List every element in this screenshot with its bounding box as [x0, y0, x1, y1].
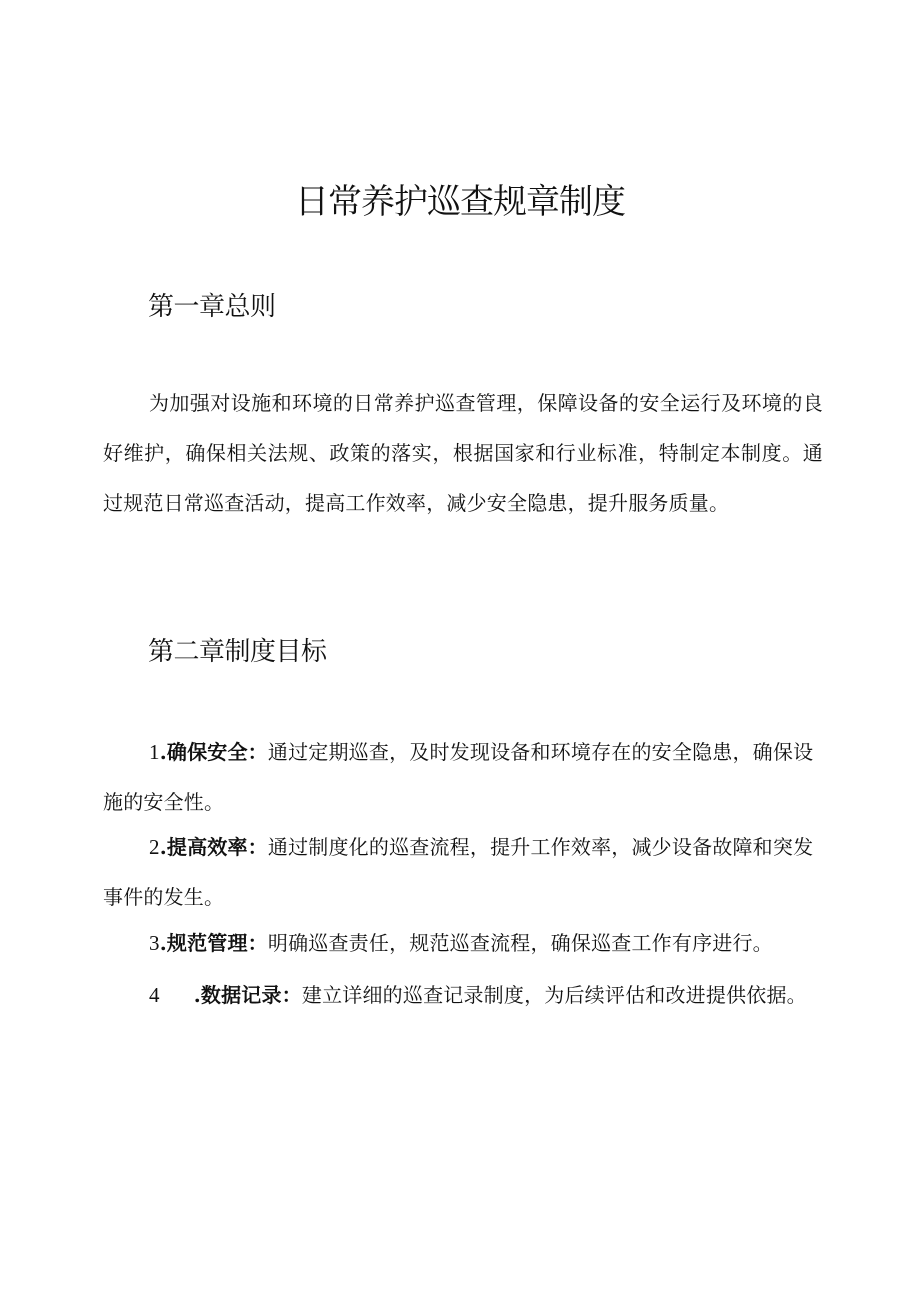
chapter-1-heading: 第一章总则 — [148, 292, 276, 322]
goal-item-text: 明确巡查责任，规范巡查流程，确保巡查工作有序进行。 — [267, 931, 773, 955]
goal-item-number: 4 — [149, 983, 160, 1007]
goal-item-label: .提高效率： — [159, 835, 268, 859]
chapter-2-heading: 第二章制度目标 — [148, 637, 327, 667]
goal-item-label: .数据记录： — [193, 983, 302, 1007]
goal-item-4 — [103, 970, 825, 1020]
goal-item-text: 通过定期巡查，及时发现设备和环境存在的安全隐患，确保设施的安全性。 — [103, 740, 814, 814]
goal-item-text: 建立详细的巡查记录制度，为后续评估和改进提供依据。 — [301, 983, 807, 1007]
goal-item-label: .确保安全： — [159, 740, 268, 764]
goal-item-number: 1 — [149, 740, 160, 764]
document-title: 日常养护巡查规章制度 — [295, 182, 625, 222]
goal-item-1 — [103, 727, 825, 827]
goal-item-number: 2 — [149, 835, 160, 859]
goal-item-3 — [103, 918, 825, 968]
goal-item-number: 3 — [149, 931, 160, 955]
goal-item-2 — [103, 822, 825, 922]
goal-item-text: 通过制度化的巡查流程，提升工作效率，减少设备故障和突发事件的发生。 — [103, 835, 814, 909]
chapter-1-paragraph: 为加强对设施和环境的日常养护巡查管理，保障设备的安全运行及环境的良好维护，确保相关法规、政策的落实，根据国家和行业标准，特制定本制度。通过规范日常巡查活动，提高工作效率，减少安全隐患，提升服务质量。 — [103, 391, 823, 515]
goal-item-label: .规范管理： — [159, 931, 268, 955]
